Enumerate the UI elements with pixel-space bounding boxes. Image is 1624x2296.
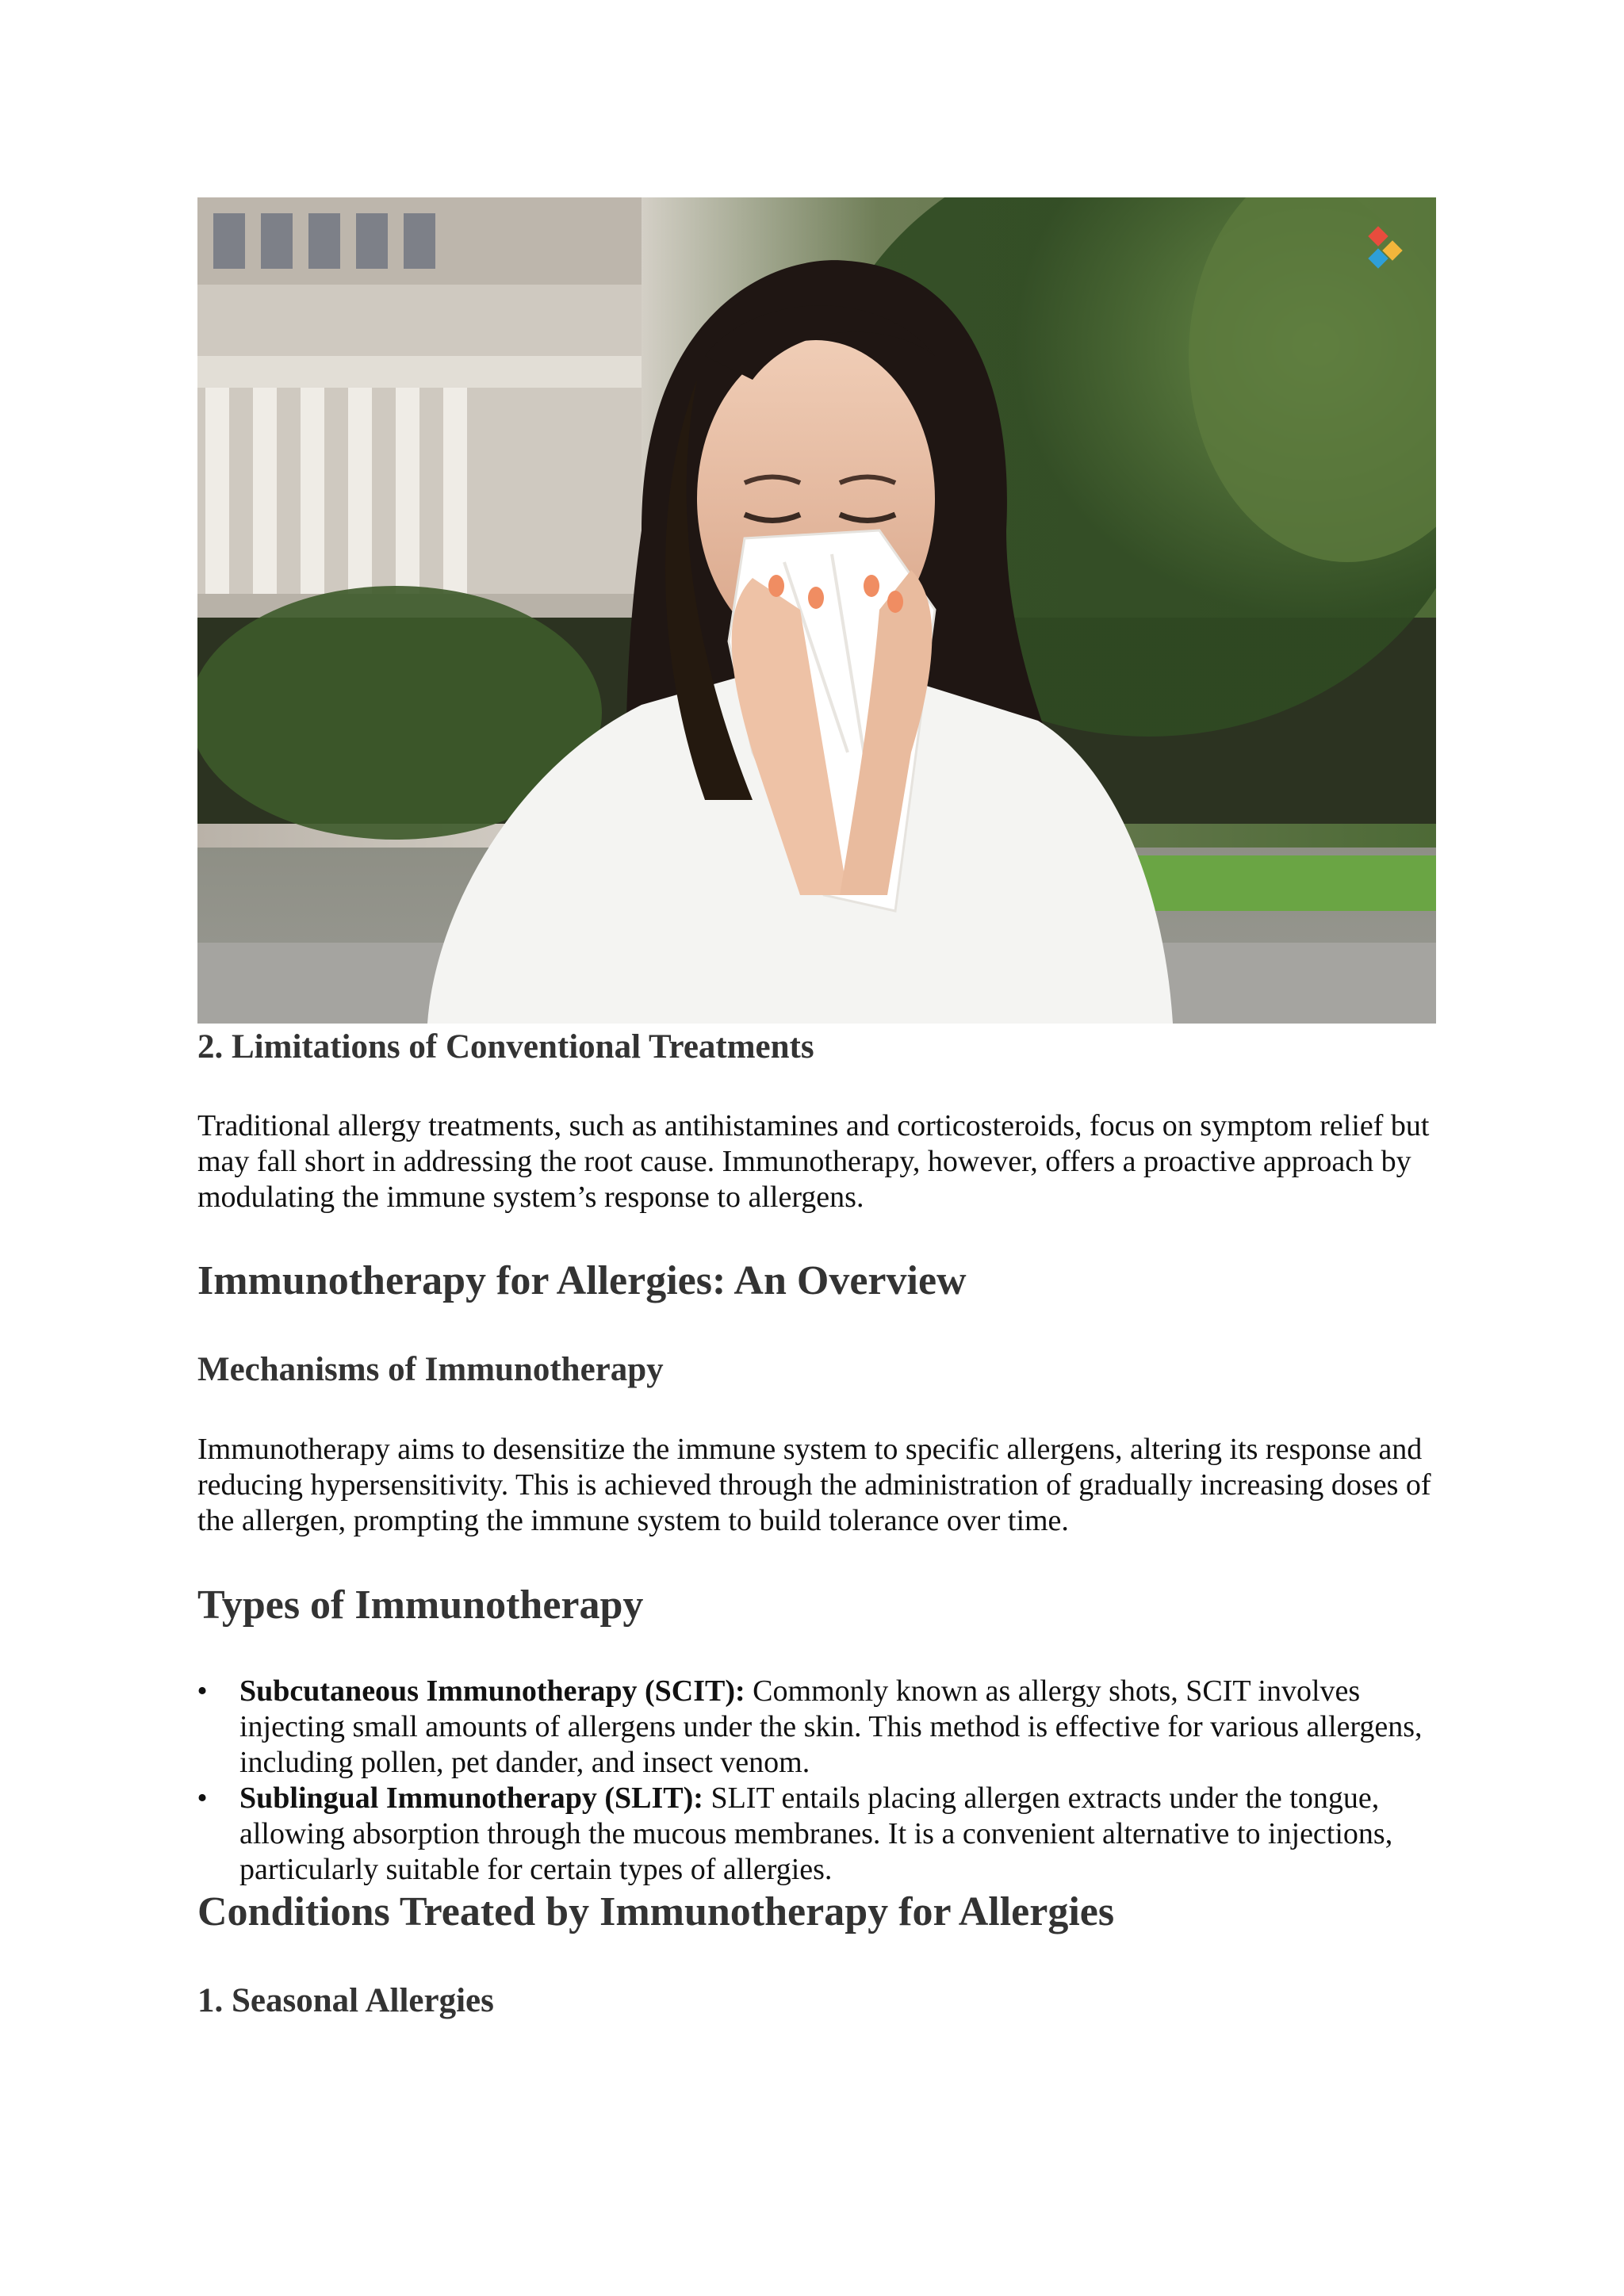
list-item-text: Commonly known as allergy shots, SCIT involves injecting small amounts of allergens under the skin. This method is effective for various allergens, including pollen, pet dander, and insect venom. — [239, 1674, 1423, 1779]
article-photo — [197, 197, 1436, 1024]
mechanisms-body: Immunotherapy aims to desensitize the immune system to specific allergens, altering its response and reducing hypersensitivity. This is achieved through the administration of gradually increasing doses of the allergen, prompting the immune system to build tolerance over time. — [197, 1433, 1431, 1537]
list-item-term: Subcutaneous Immunotherapy (SCIT): — [239, 1674, 745, 1708]
list-item — [197, 1674, 1442, 1781]
bullet-icon: • — [197, 1674, 208, 1708]
limitations-body: Traditional allergy treatments, such as antihistamines and corticosteroids, focus on symptom relief but may fall short in addressing the root cause. Immunotherapy, however, offers a proactive approach by modulating the immune system’s response to allergens. — [197, 1109, 1430, 1214]
list-item-term: Sublingual Immunotherapy (SLIT): — [239, 1781, 703, 1815]
bullet-icon: • — [197, 1781, 208, 1815]
list-item — [197, 1781, 1442, 1888]
types-heading: Types of Immunotherapy — [197, 1582, 644, 1628]
types-list — [197, 1674, 1442, 1888]
list-item-text: SLIT entails placing allergen extracts under the tongue, allowing absorption through the mucous membranes. It is a convenient alternative to injections, particularly suitable for certain types of allergies. — [239, 1781, 1393, 1886]
seasonal-heading: 1. Seasonal Allergies — [197, 1982, 494, 2019]
conditions-heading: Conditions Treated by Immunotherapy for Allergies — [197, 1889, 1115, 1934]
limitations-heading: 2. Limitations of Conventional Treatments — [197, 1028, 814, 1066]
overview-heading: Immunotherapy for Allergies: An Overview — [197, 1258, 967, 1303]
mechanisms-heading: Mechanisms of Immunotherapy — [197, 1351, 664, 1388]
woman-sneezing-illustration — [197, 197, 1436, 1024]
